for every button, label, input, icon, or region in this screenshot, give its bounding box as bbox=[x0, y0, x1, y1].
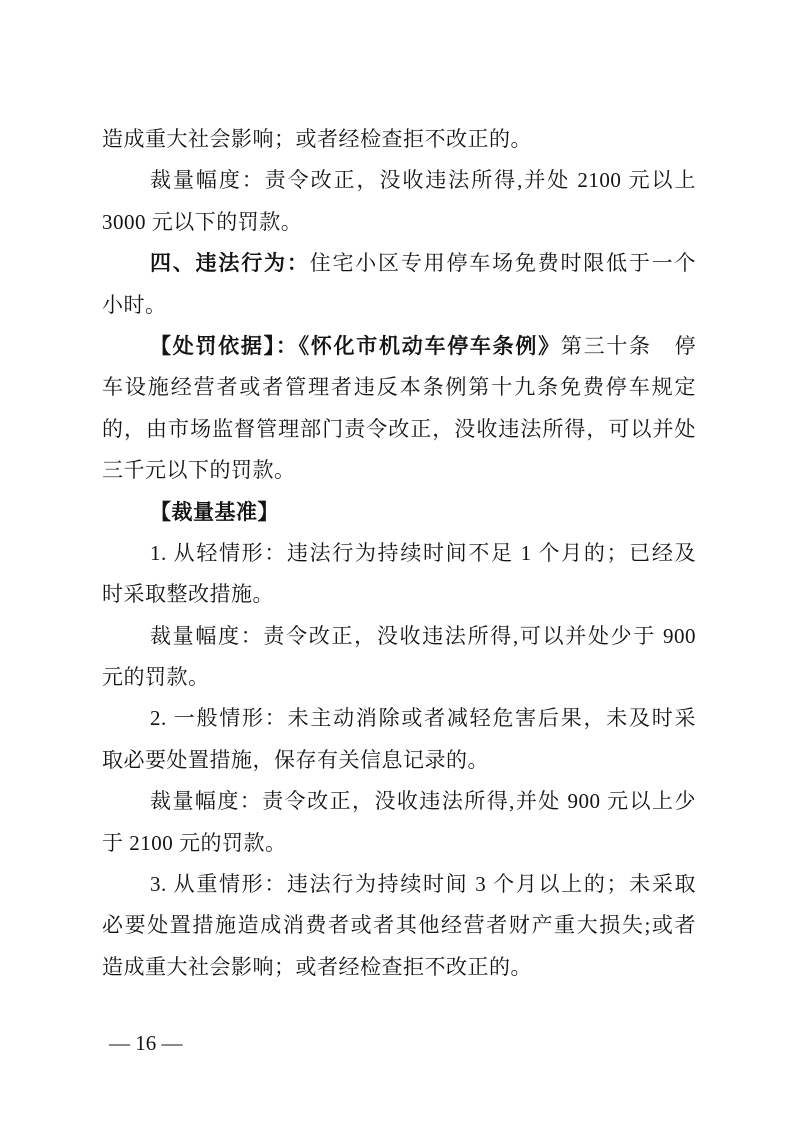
text-line bbox=[102, 698, 696, 739]
text-line bbox=[102, 202, 696, 243]
body-text-segment: 的，由市场监督管理部门责令改正，没收违法所得，可以并处 bbox=[102, 416, 696, 441]
body-text-segment: 元的罚款。 bbox=[102, 665, 210, 690]
body-text-segment: 必要处置措施造成消费者或者其他经营者财产重大损失;或者 bbox=[102, 913, 696, 938]
body-text-segment: 3000 元以下的罚款。 bbox=[102, 209, 303, 234]
text-line bbox=[102, 409, 696, 450]
body-text-segment: 时采取整改措施。 bbox=[102, 582, 274, 607]
text-line bbox=[102, 285, 696, 326]
body-text-segment: 于 2100 元的罚款。 bbox=[102, 830, 287, 855]
text-line bbox=[102, 492, 696, 533]
text-line bbox=[102, 574, 696, 615]
body-text-segment: 3. 从重情形：违法行为持续时间 3 个月以上的；未采取 bbox=[150, 872, 696, 897]
body-text-segment: 三千元以下的罚款。 bbox=[102, 458, 296, 483]
text-line bbox=[102, 823, 696, 864]
body-text-segment: 2. 一般情形：未主动消除或者减轻危害后果，未及时采 bbox=[150, 706, 696, 731]
emphasis-text-segment: 四、违法行为： bbox=[150, 252, 310, 276]
document-body bbox=[102, 119, 696, 988]
body-text-segment: 小时。 bbox=[102, 292, 167, 317]
body-text-segment: 1. 从轻情形：违法行为持续时间不足 1 个月的；已经及 bbox=[150, 540, 696, 565]
text-line bbox=[102, 657, 696, 698]
text-line bbox=[102, 450, 696, 491]
body-text-segment: 车设施经营者或者管理者违反本条例第十九条免费停车规定 bbox=[102, 375, 696, 400]
text-line bbox=[102, 533, 696, 574]
body-text-segment: 造成重大社会影响；或者经检查拒不改正的。 bbox=[102, 127, 532, 151]
text-line bbox=[102, 367, 696, 408]
body-text-segment: 造成重大社会影响；或者经检查拒不改正的。 bbox=[102, 954, 532, 979]
emphasis-text-segment: 【处罚依据】：《怀化市机动车停车条例》 bbox=[150, 334, 561, 358]
body-text-segment: 取必要处置措施，保存有关信息记录的。 bbox=[102, 747, 489, 772]
text-line bbox=[102, 160, 696, 201]
text-line bbox=[102, 243, 696, 284]
body-text-segment: 裁量幅度：责令改正，没收违法所得,并处 2100 元以上 bbox=[150, 168, 696, 193]
text-line bbox=[102, 864, 696, 905]
emphasis-text-segment: 【裁量基准】 bbox=[150, 500, 279, 524]
body-text-segment: 第三十条 停 bbox=[560, 333, 697, 358]
page-footer bbox=[109, 1031, 183, 1055]
text-line bbox=[102, 905, 696, 946]
text-line bbox=[102, 740, 696, 781]
text-line bbox=[102, 947, 696, 988]
text-line bbox=[102, 119, 696, 160]
text-line bbox=[102, 616, 696, 657]
page-number: — 16 — bbox=[109, 1031, 183, 1055]
text-line bbox=[102, 326, 696, 367]
body-text-segment: 住宅小区专用停车场免费时限低于一个 bbox=[309, 251, 697, 276]
text-line bbox=[102, 781, 696, 822]
body-text-segment: 裁量幅度：责令改正，没收违法所得,可以并处少于 900 bbox=[150, 623, 696, 648]
body-text-segment: 裁量幅度：责令改正，没收违法所得,并处 900 元以上少 bbox=[150, 789, 696, 814]
